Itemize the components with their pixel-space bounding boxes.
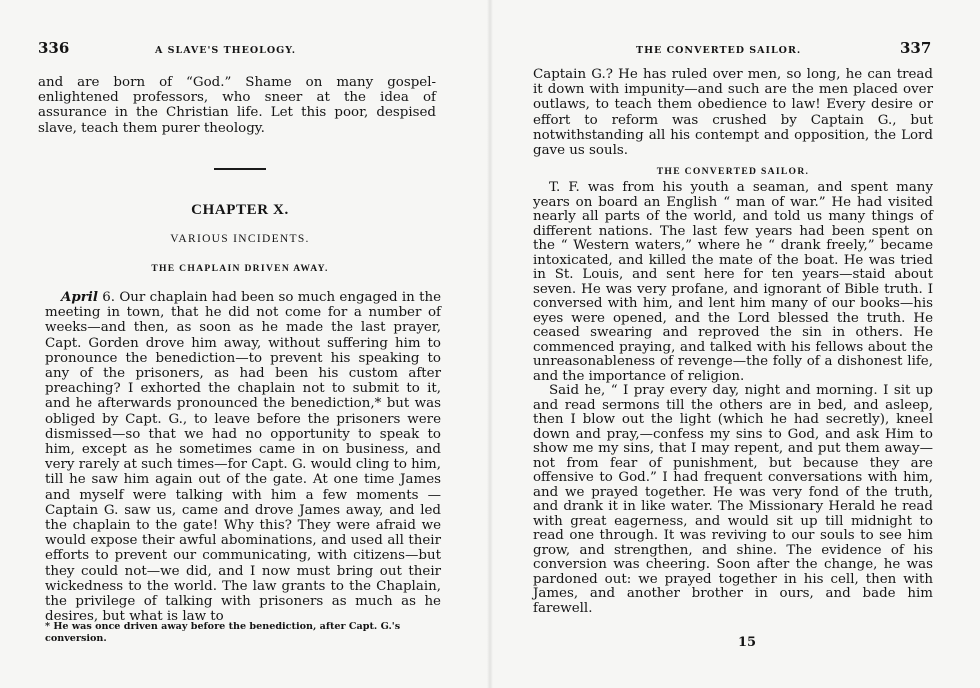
right-section-body [533,181,933,616]
left-page-number: 336 [38,39,70,57]
right-page [490,0,980,688]
right-section-title: THE CONVERTED SAILOR. [656,166,810,177]
right-running-head: THE CONVERTED SAILOR. [636,45,802,56]
section-divider-rule [214,168,266,170]
chaplain-paragraph [45,290,441,624]
left-running-head: A SLAVE'S THEOLOGY. [155,45,297,56]
sailor-paragraph-2: Said he, “ I pray every day, night and morning. I sit up and read sermons till the others are in bed, and asleep, then I blow out the light (which he had secretly), kneel down and pray,—confess my sins to God, and ask Him to show me my sins, that I may repent, and put them away—not from fear of punishment, but because they are offensive to God.” I had frequent conversations with him, and we prayed together. He was very fond of the truth, and drank it in like water. The Missionary Herald he read with great eagerness, and would sit up till midnight to read one through. It was reviving to our souls to see him grow, and strengthen, and shine. The evidence of his conversion was cheering. Soon after the change, he was pardoned out: we prayed together in his cell, then with James, and another brother in ours, and bade him farewell. [533,383,933,616]
left-section-title: THE CHAPLAIN DRIVEN AWAY. [151,263,329,274]
left-opening-paragraph [38,75,436,136]
right-opening-paragraph [533,67,933,158]
chapter-title: CHAPTER X. [191,202,289,218]
chaplain-paragraph-text: 6. Our chaplain had been so much engaged in the meeting in town, that he did not come for a number of weeks—and then, as soon as he made the last prayer, Capt. Gorden drove him away, without suffering him to pronounce the benediction—to prevent his speaking to any of the prisoners, as had been his custom after preaching? I exhorted the chaplain not to submit to it, and he afterwards pronounced the benediction,* but was obliged by Capt. G., to leave before the prisoners were dismissed—so that we had no opportunity to speak to him, except as he sometimes came in on business, and very rarely at such times—for Capt. G. would cling to him, till he saw him again out of the gate. At one time James and myself were talking with him a few moments —Captain G. saw us, came and drove James away, and led the chaplain to the gate! Why this? They were afraid we would expose their awful abominations, and used all their efforts to prevent our communicating, with citizens—but they could not—we did, and I now must bring out their wickedness to the world. The law grants to the Chaplain, the privilege of talking with prisoners as much as he desires, but what is law to [45,290,442,625]
chapter-subtitle: VARIOUS INCIDENTS. [170,233,310,245]
right-opening-text: Captain G.? He has ruled over men, so long, he can tread it down with impunity—and such are the men placed over outlaws, to teach them obedience to law! Every desire or effort to reform was crushed by Captain G., but notwithstanding all his contempt and opposition, the Lord gave us souls. [533,67,933,159]
right-page-number: 337 [900,39,932,57]
left-section-body [45,290,441,624]
left-opening-text: and are born of “God.” Shame on many gospel-enlightened professors, who sneer at the idea of assurance in the Christian life. Let this poor, despised slave, teach them purer theology. [38,75,436,136]
signature-mark: 15 [738,635,757,650]
section-date: April [61,289,98,305]
footnote: * He was once driven away before the benediction, after Capt. G.'s conversion. [45,621,401,644]
sailor-paragraph-1: T. F. was from his youth a seaman, and spent many years on board an English “ man of war.” He had visited nearly all parts of the world, and told us many things of different nations. The last few years had been spent on the “ Western waters,” where he “ drank freely,” became intoxicated, and killed the mate of the boat. He was tried in St. Louis, and sent here for ten years—staid about seven. He was very profane, and ignorant of Bible truth. I conversed with him, and lent him many of our books—his eyes were opened, and the Lord blessed the truth. He ceased swearing and reproved the sin in others. He commenced praying, and talked with his fellows about the unreasonableness of revenge—the folly of a dishonest life, and the importance of religion. [533,180,933,384]
